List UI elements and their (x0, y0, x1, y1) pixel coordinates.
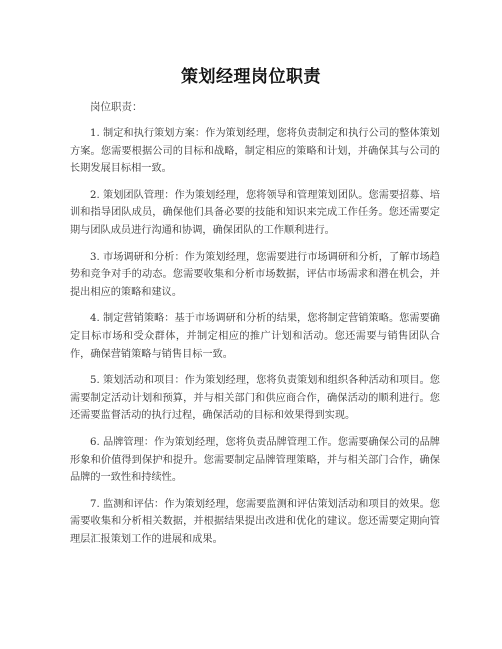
document-title: 策划经理岗位职责 (181, 67, 321, 87)
duties-list (70, 125, 440, 557)
duty-paragraph-2: 2. 策划团队管理：作为策划经理，您将领导和管理策划团队。您需要招募、培训和指导团队成员，确保他们具备必要的技能和知识来完成工作任务。您还需要定期与团队成员进行沟通和协调，确保团队的工作顺利进行。 (70, 189, 440, 236)
intro-label: 岗位职责： (90, 101, 143, 113)
duty-paragraph-6: 6. 品牌管理：作为策划经理，您将负责品牌管理工作。您需要确保公司的品牌形象和价值得到保护和提升。您需要制定品牌管理策略，并与相关部门合作，确保品牌的一致性和持续性。 (70, 436, 440, 484)
duty-paragraph-3: 3. 市场调研和分析：作为策划经理，您需要进行市场调研和分析，了解市场趋势和竞争对手的动态。您需要收集和分析市场数据，评估市场需求和潜在机会，并提出相应的策略和建议。 (70, 251, 440, 298)
duty-paragraph-4: 4. 制定营销策略：基于市场调研和分析的结果，您将制定营销策略。您需要确定目标市场和受众群体，并制定相应的推广计划和活动。您还需要与销售团队合作，确保营销策略与销售目标一致。 (70, 313, 440, 360)
duty-paragraph-1: 1. 制定和执行策划方案：作为策划经理，您将负责制定和执行公司的整体策划方案。您需要根据公司的目标和战略，制定相应的策略和计划，并确保其与公司的长期发展目标相一致。 (70, 128, 440, 175)
duty-paragraph-5: 5. 策划活动和项目：作为策划经理，您将负责策划和组织各种活动和项目。您需要制定活动计划和预算，并与相关部门和供应商合作，确保活动的顺利进行。您还需要监督活动的执行过程，确保活动的目标和效果得到实现。 (70, 375, 440, 422)
duty-paragraph-7: 7. 监测和评估：作为策划经理，您需要监测和评估策划活动和项目的效果。您需要收集和分析相关数据，并根据结果提出改进和优化的建议。您还需要定期向管理层汇报策划工作的进展和成果。 (70, 498, 440, 545)
